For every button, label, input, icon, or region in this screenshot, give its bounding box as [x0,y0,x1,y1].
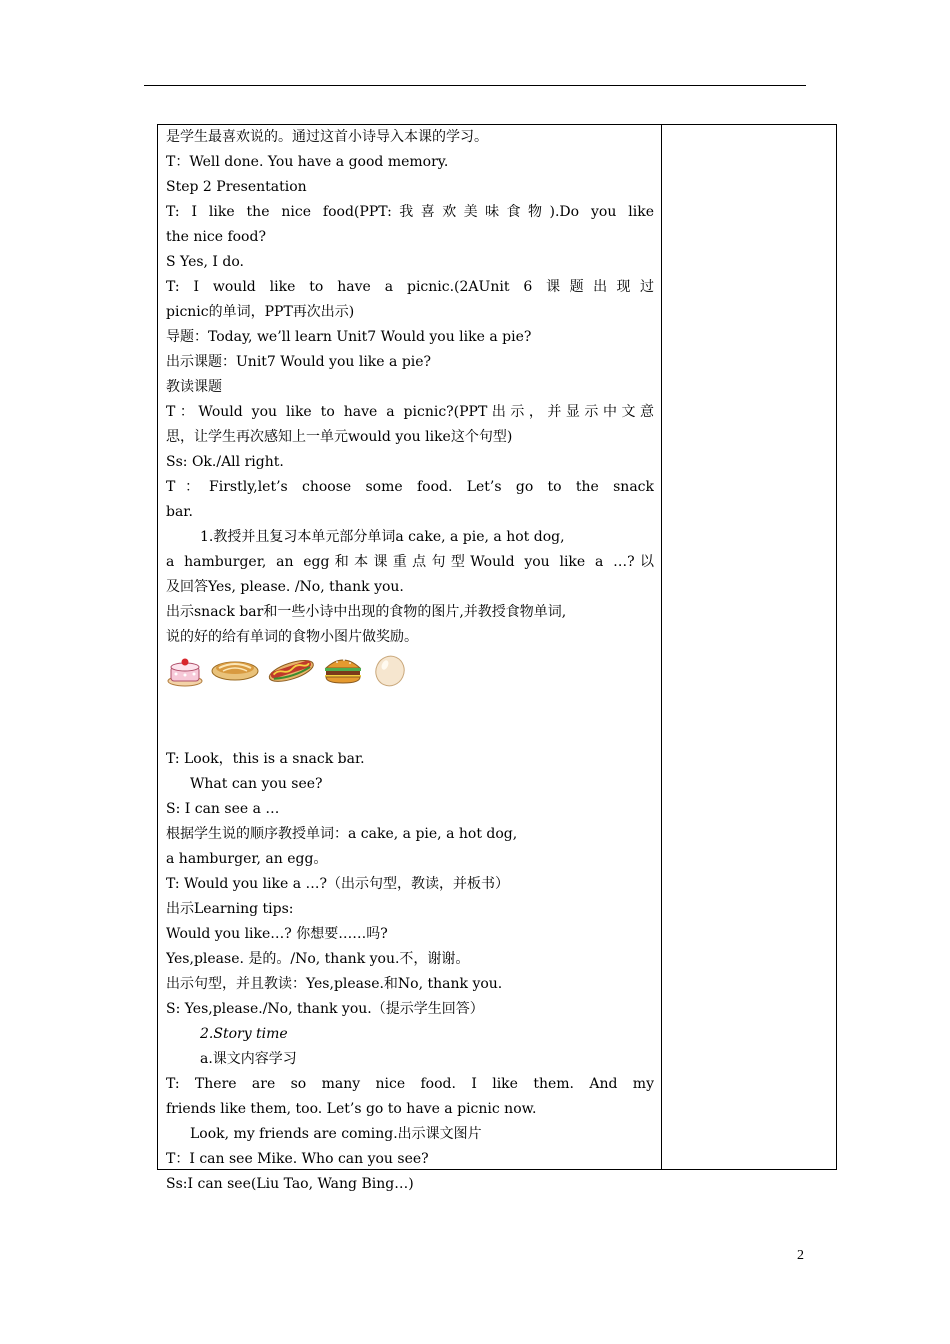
text-line: a.课文内容学习 [200,1051,297,1067]
text-line: T: There are so many nice food. I like them. And my [166,1076,654,1092]
text-line: 是学生最喜欢说的。通过这首小诗导入本课的学习。 [166,129,488,145]
text-line: Would you like…? 你想要……吗? [166,926,388,942]
text-line: T：I can see Mike. Who can you see? [166,1151,429,1167]
text-line: a hamburger, an egg。 [166,851,328,867]
text-line: Look, my friends are coming.出示课文图片 [190,1126,482,1142]
lesson-content-cell [166,125,654,1197]
text-line: friends like them, too. Let’s go to have a picnic now. [166,1101,537,1117]
column-divider [661,125,662,1169]
text-line: T: Would you like a …?（出示句型，教读，并板书） [166,876,510,892]
text-line: 1.教授并且复习本单元部分单词a cake, a pie, a hot dog, [200,529,565,545]
text-line: S Yes, I do. [166,254,245,270]
header-rule [144,85,806,86]
step-heading: Step 2 Presentation [166,179,307,195]
text-line: Ss:I can see(Liu Tao, Wang Bing…) [166,1176,414,1192]
text-line: Ss: Ok./All right. [166,454,284,470]
text-line: 及回答Yes, please. /No, thank you. [166,579,404,595]
text-line: T：Would you like to have a picnic?(PPT出示，并显示中文意 [166,404,654,420]
text-line: T: Look，this is a snack bar. [166,751,365,767]
food-images-row [166,650,654,724]
text-line: S: I can see a … [166,801,280,817]
page-number: 2 [797,1248,804,1263]
text-line: T：Firstly,let’s choose some food. Let’s go to the snack [166,479,654,495]
text-line: 出示句型，并且教读：Yes,please.和No, thank you. [166,976,503,992]
text-line: T：Well done. You have a good memory. [166,154,449,170]
text-line: 教读课题 [166,379,222,395]
section-heading: 2.Story time [200,1026,288,1042]
hamburger-icon [322,654,364,686]
egg-icon [370,654,410,688]
text-line: 出示Learning tips: [166,901,294,917]
text-line: What can you see? [190,776,323,792]
text-line: T: I like the nice food(PPT:我喜欢美味食物).Do you like [166,204,654,220]
spacer [166,724,654,747]
text-line: 导题：Today, we’ll learn Unit7 Would you like a pie? [166,329,532,345]
lesson-plan-table [157,124,837,1192]
hot-dog-icon [266,654,316,686]
text-line: 根据学生说的顺序教授单词：a cake, a pie, a hot dog, [166,826,518,842]
text-line: 出示课题：Unit7 Would you like a pie? [166,354,432,370]
text-line: picnic的单词，PPT再次出示) [166,304,355,320]
text-line: T: I would like to have a picnic.(2AUnit 6 课题出现过 [166,279,654,295]
text-line: 说的好的给有单词的食物小图片做奖励。 [166,629,418,645]
text-line: bar. [166,504,193,520]
text-line: S: Yes,please./No, thank you.（提示学生回答） [166,1001,484,1017]
text-line: 出示snack bar和一些小诗中出现的食物的图片,并教授食物单词, [166,604,567,620]
text-line: Yes,please. 是的。/No, thank you.不，谢谢。 [166,951,470,967]
text-line: 思，让学生再次感知上一单元would you like这个句型) [166,429,513,445]
cake-icon [166,654,204,688]
pie-icon [210,654,260,684]
text-line: a hamburger, an egg和本课重点句型Would you like a …?以 [166,554,654,570]
text-line: the nice food? [166,229,266,245]
